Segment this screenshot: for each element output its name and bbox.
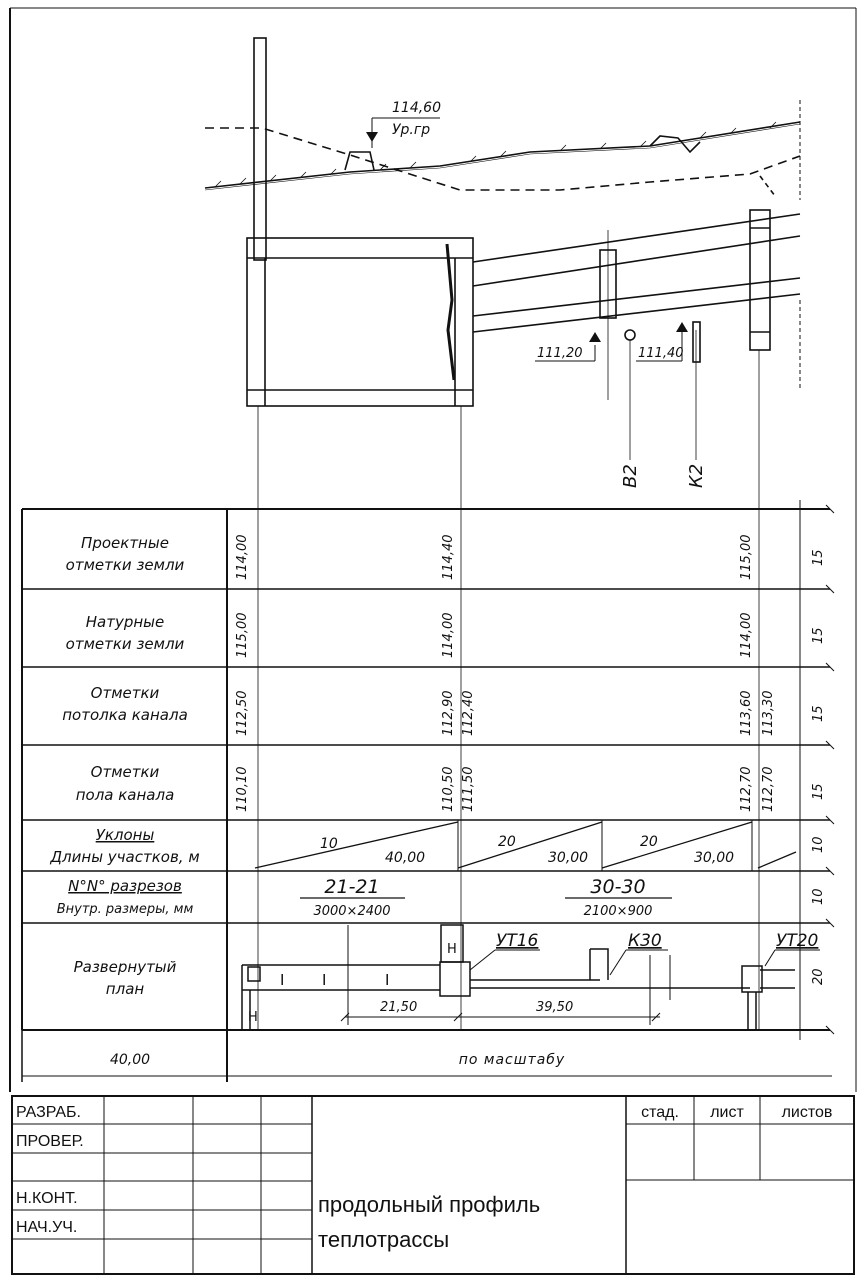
row-label-ceiling-2: потолка канала <box>62 706 188 724</box>
stamp-role-checker: ПРОВЕР. <box>16 1133 84 1150</box>
section-1-name: 21-21 <box>324 876 380 898</box>
stamp-role-developer: РАЗРАБ. <box>16 1104 81 1121</box>
chamber-ut20-profile <box>750 210 770 350</box>
drawing-title-line-1: продольный профиль <box>318 1192 541 1217</box>
stamp-header-stage: стад. <box>641 1104 679 1121</box>
row-label-slopes-2: Длины участков, м <box>50 848 200 866</box>
stamp-header-sheets: листов <box>781 1104 833 1121</box>
stamp-role-department-head: НАЧ.УЧ. <box>16 1219 78 1236</box>
value-design-114-00: 114,00 <box>235 534 250 580</box>
value-design-115-00: 115,00 <box>739 534 754 580</box>
row-label-plan-2: план <box>105 980 145 998</box>
row-height-7: 20 <box>811 968 826 985</box>
stamp-header-sheet: лист <box>710 1104 744 1121</box>
value-ceiling-112-50: 112,50 <box>235 690 250 736</box>
design-ground-line <box>205 128 800 190</box>
chamber-label-k30: К30 <box>628 931 662 951</box>
row-label-slopes-1: Уклоны <box>95 826 155 844</box>
row-label-design-ground-2: отметки земли <box>65 556 185 574</box>
row-label-floor-1: Отметки <box>90 763 160 781</box>
value-natural-115-00: 115,00 <box>235 612 250 658</box>
length-1: 40,00 <box>385 850 426 866</box>
row-label-plan-1: Развернутый <box>73 958 177 976</box>
row-label-ceiling-1: Отметки <box>90 684 160 702</box>
value-natural-114-00-b: 114,00 <box>739 612 754 658</box>
profile-drawing <box>205 38 800 1030</box>
row-label-sections-1: N°N° разрезов <box>68 877 182 895</box>
row-height-6: 10 <box>811 888 826 905</box>
chamber-ut16 <box>440 962 470 996</box>
table-row-labels <box>49 534 199 998</box>
mark-left-label: 111,20 <box>537 346 583 361</box>
svg-text:H: H <box>447 942 457 957</box>
row-height-1: 15 <box>811 549 826 566</box>
length-3: 30,00 <box>694 850 735 866</box>
plan-labels <box>380 931 818 1015</box>
value-floor-111-50: 111,50 <box>461 766 476 812</box>
pipe-label-v2: В2 <box>620 464 641 488</box>
scale-left-length: 40,00 <box>109 1052 151 1068</box>
svg-text:H: H <box>248 1010 258 1025</box>
chamber-label-ut16: УТ16 <box>496 931 539 951</box>
section-2-size: 2100×900 <box>583 904 653 919</box>
value-floor-110-10: 110,10 <box>235 766 250 812</box>
row-label-design-ground-1: Проектные <box>81 534 169 552</box>
stamp-role-norm-control: Н.КОНТ. <box>16 1190 78 1207</box>
svg-text:I: I <box>385 971 390 989</box>
row-label-natural-ground-2: отметки земли <box>65 635 185 653</box>
channel-section-sloped <box>473 214 800 332</box>
drawing-title-line-2: теплотрассы <box>318 1227 450 1252</box>
sections-values <box>300 876 672 919</box>
slope-2: 20 <box>498 834 516 850</box>
row-label-floor-2: пола канала <box>75 786 175 804</box>
pole <box>254 38 266 260</box>
slope-3: 20 <box>640 834 658 850</box>
value-natural-114-00-a: 114,00 <box>441 612 456 658</box>
title-block-text <box>16 1104 832 1252</box>
row-height-3: 15 <box>811 705 826 722</box>
value-ceiling-112-40: 112,40 <box>461 690 476 736</box>
length-2: 30,00 <box>548 850 589 866</box>
row-label-sections-2: Внутр. размеры, мм <box>56 902 194 917</box>
scale-right-note: по масштабу <box>458 1052 566 1068</box>
row-label-natural-ground-1: Натурные <box>85 613 165 631</box>
svg-text:I: I <box>322 971 327 989</box>
value-ceiling-112-90: 112,90 <box>441 690 456 736</box>
plan-dim-1: 21,50 <box>380 1000 418 1015</box>
svg-text:I: I <box>280 971 285 989</box>
scale-row <box>110 1052 565 1068</box>
row-height-5: 10 <box>811 836 826 853</box>
row-height-2: 15 <box>811 627 826 644</box>
value-design-114-40: 114,40 <box>441 534 456 580</box>
pipe-label-k2: К2 <box>686 463 707 488</box>
row-height-4: 15 <box>811 783 826 800</box>
channel-section-large <box>247 238 473 406</box>
chamber-label-ut20: УТ20 <box>776 931 819 951</box>
slope-1: 10 <box>320 836 338 852</box>
value-floor-112-70-b: 112,70 <box>761 766 776 812</box>
value-floor-110-50: 110,50 <box>441 766 456 812</box>
section-1-size: 3000×2400 <box>313 904 391 919</box>
plan-dim-2: 39,50 <box>536 1000 574 1015</box>
section-2-name: 30-30 <box>590 876 646 898</box>
mark-right-label: 111,40 <box>638 346 684 361</box>
value-ceiling-113-60: 113,60 <box>739 690 754 736</box>
value-ceiling-113-30: 113,30 <box>761 690 776 736</box>
value-floor-112-70-a: 112,70 <box>739 766 754 812</box>
ground-elevation-label: 114,60 <box>392 100 441 116</box>
ground-level-label: Ур.гр <box>392 122 431 138</box>
